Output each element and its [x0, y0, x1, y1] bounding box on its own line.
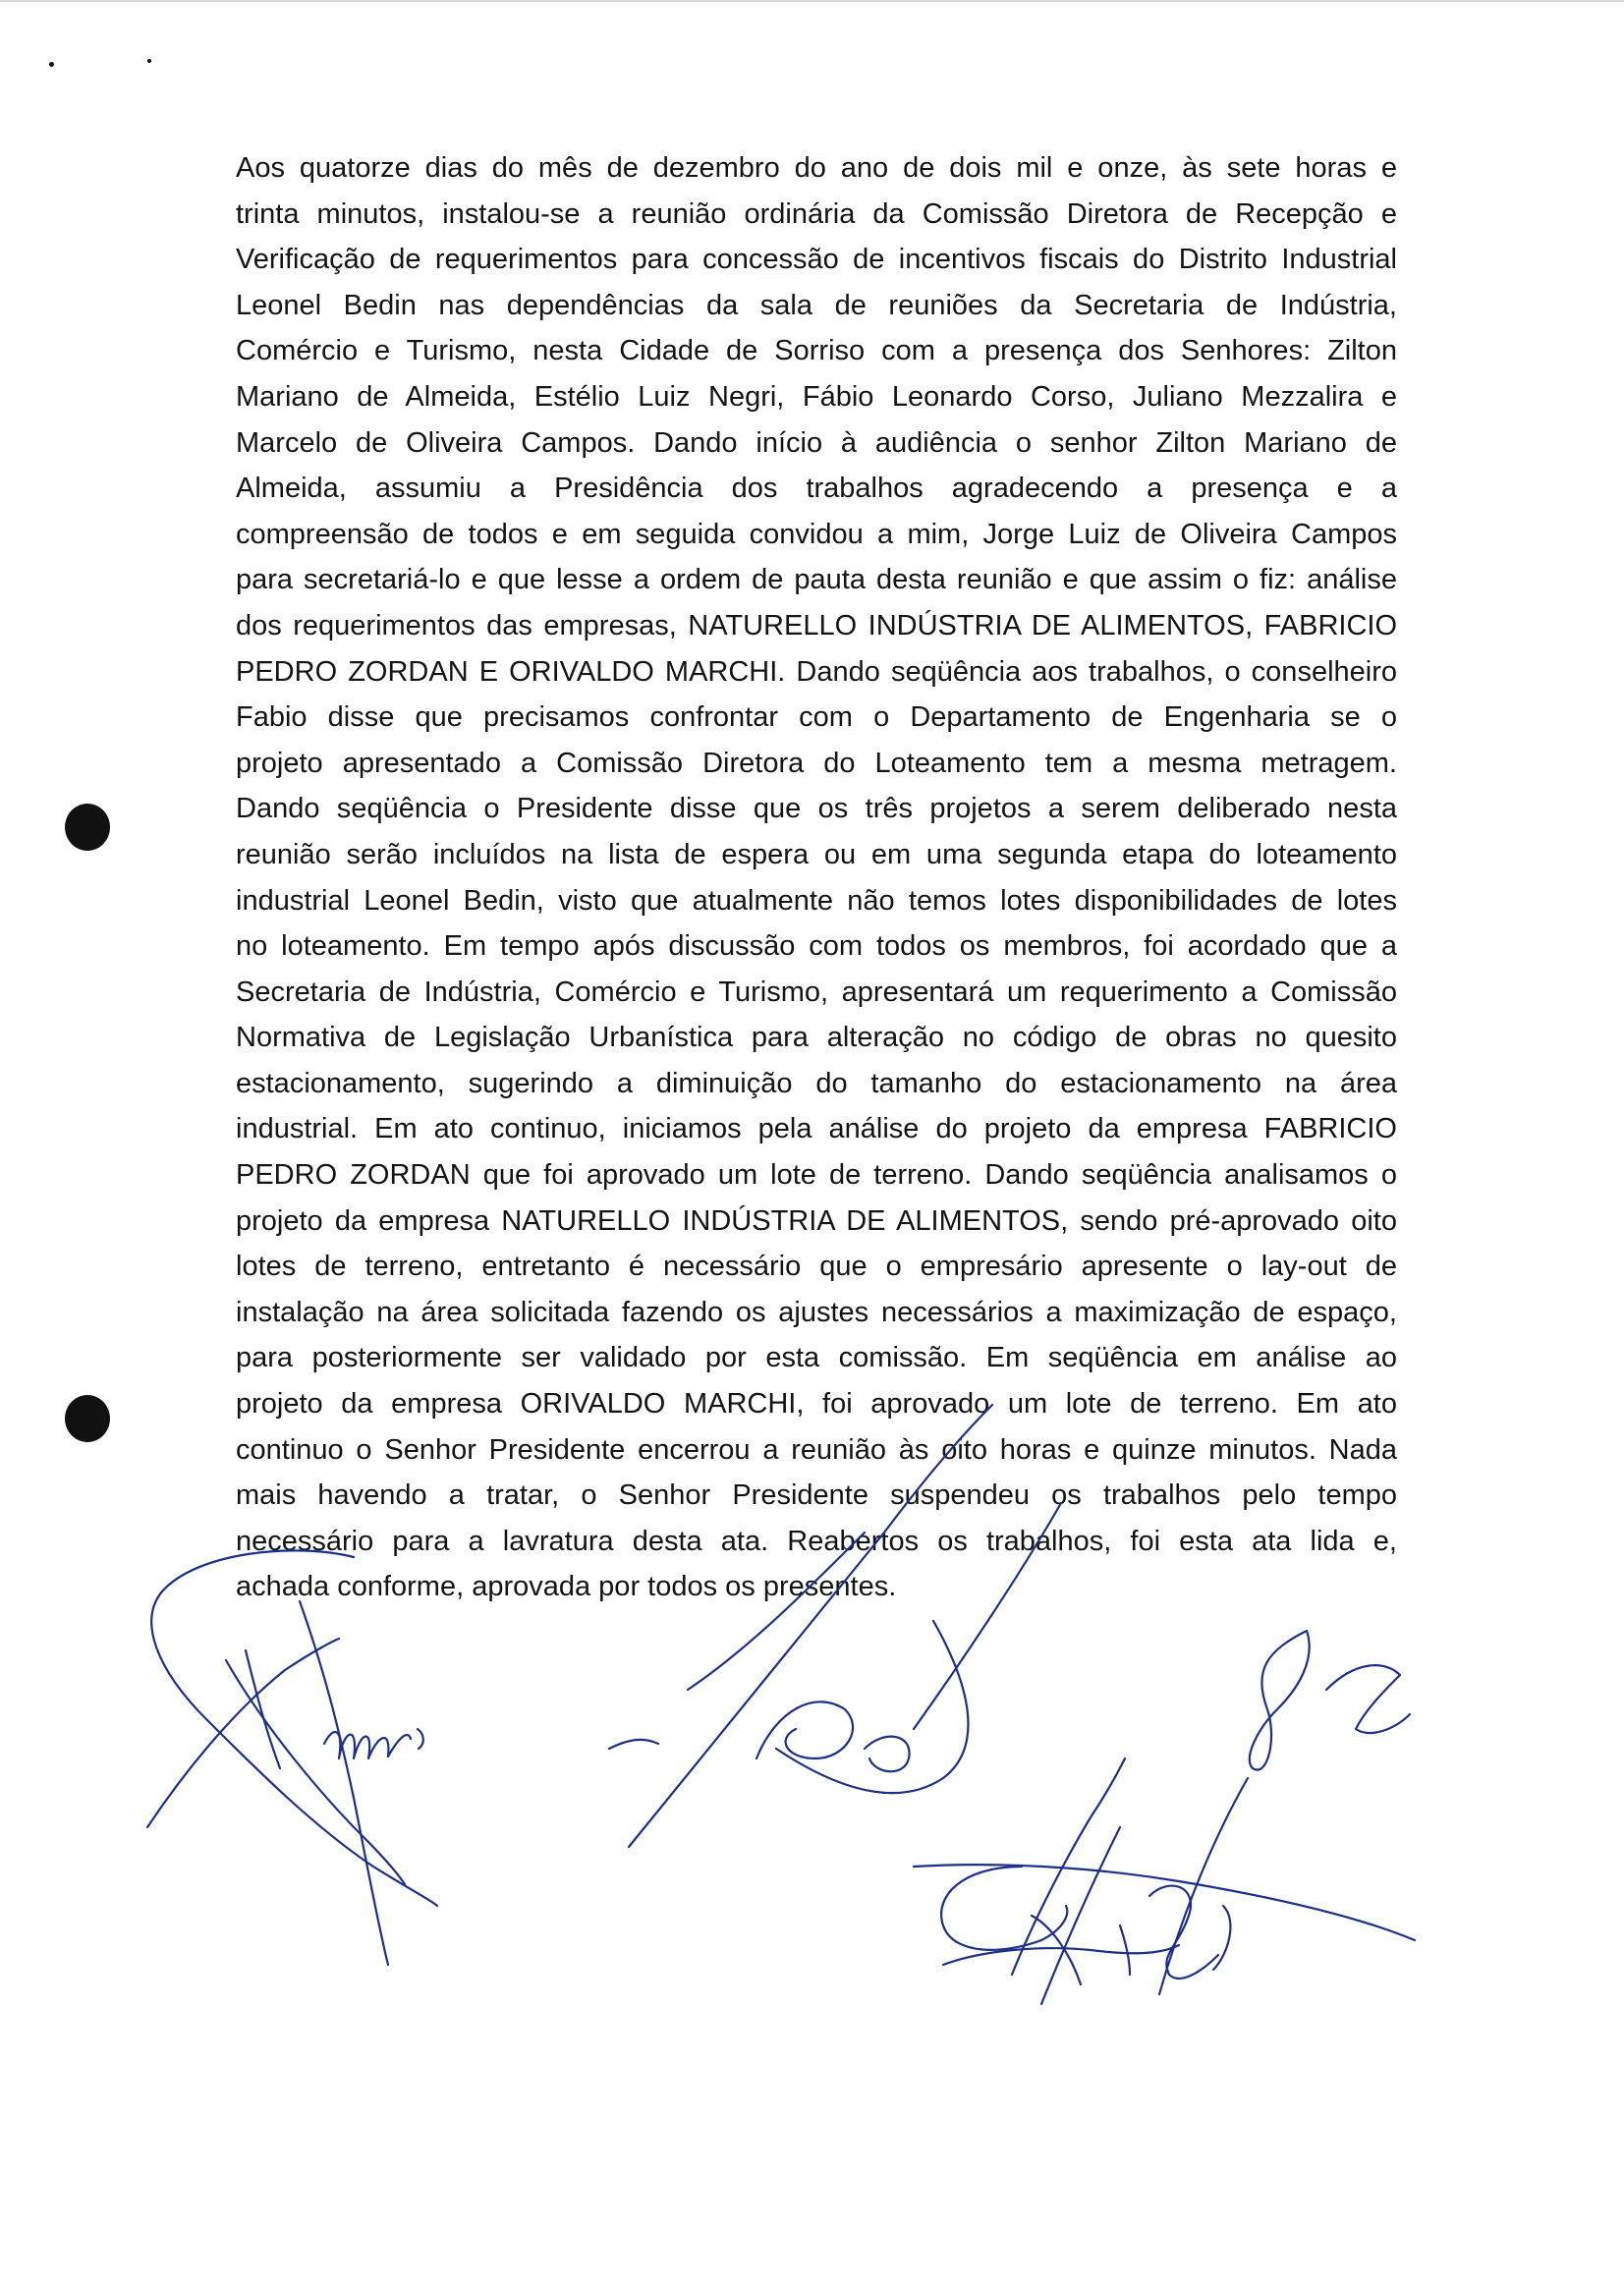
text-line: industrial. Em ato continuo, iniciamos pela análise do projeto da empresa FABRICIO: [236, 1113, 1397, 1145]
text-line: reunião serão incluídos na lista de espera ou em uma segunda etapa do loteamento: [236, 838, 1397, 870]
text-line: industrial Leonel Bedin, visto que atualmente não temos lotes disponibilidades de lotes: [236, 884, 1397, 917]
text-line: PEDRO ZORDAN que foi aprovado um lote de terreno. Dando seqüência analisamos o: [236, 1159, 1397, 1192]
text-line: trinta minutos, instalou-se a reunião ordinária da Comissão Diretora de Recepção e: [236, 197, 1397, 230]
scan-top-edge: [0, 0, 1624, 2]
text-line: Almeida, assumiu a Presidência dos trabalhos agradecendo a presença e a: [236, 473, 1397, 505]
text-line: compreensão de todos e em seguida convidou a mim, Jorge Luiz de Oliveira Campos: [236, 518, 1397, 550]
text-line: dos requerimentos das empresas, NATURELLO INDÚSTRIA DE ALIMENTOS, FABRICIO: [236, 609, 1397, 641]
text-line: necessário para a lavratura desta ata. Reabertos os trabalhos, foi esta ata lida e,: [236, 1525, 1397, 1557]
minutes-body-text: [236, 145, 1397, 1610]
punch-hole-mark: [65, 1395, 110, 1442]
text-line: para secretariá-lo e que lesse a ordem de pauta desta reunião e que assim o fiz: análise: [236, 564, 1397, 596]
text-line: Normativa de Legislação Urbanística para alteração no código de obras no quesito: [236, 1022, 1397, 1054]
text-line: Verificação de requerimentos para concessão de incentivos fiscais do Distrito Industrial: [236, 244, 1397, 276]
text-line: Leonel Bedin nas dependências da sala de reuniões da Secretaria de Indústria,: [236, 289, 1397, 321]
text-line: para posteriormente ser validado por esta comissão. Em seqüência em análise ao: [236, 1342, 1397, 1374]
text-line: Comércio e Turismo, nesta Cidade de Sorriso com a presença dos Senhores: Zilton: [236, 335, 1397, 367]
text-line: instalação na área solicitada fazendo os ajustes necessários a maximização de espaço,: [236, 1296, 1397, 1328]
text-line: estacionamento, sugerindo a diminuição do tamanho do estacionamento na área: [236, 1067, 1397, 1099]
text-line: mais havendo a tratar, o Senhor Presidente suspendeu os trabalhos pelo tempo: [236, 1479, 1397, 1512]
text-line: lotes de terreno, entretanto é necessário que o empresário apresente o lay-out de: [236, 1251, 1397, 1283]
text-line: Marcelo de Oliveira Campos. Dando início à audiência o senhor Zilton Mariano de: [236, 426, 1397, 459]
scan-speck: [49, 62, 54, 67]
text-line: no loteamento. Em tempo após discussão com todos os membros, foi acordado que a: [236, 930, 1397, 963]
signature-3: [1250, 1631, 1410, 1770]
punch-hole-mark: [65, 804, 110, 851]
text-line: projeto apresentado a Comissão Diretora do Loteamento tem a mesma metragem.: [236, 747, 1397, 779]
text-line: Dando seqüência o Presidente disse que os três projetos a serem deliberado nesta: [236, 793, 1397, 825]
text-line: Secretaria de Indústria, Comércio e Turismo, apresentará um requerimento a Comissão: [236, 976, 1397, 1008]
text-line: PEDRO ZORDAN E ORIVALDO MARCHI. Dando seqüência aos trabalhos, o conselheiro: [236, 655, 1397, 688]
signature-4: [914, 1758, 1415, 2004]
text-line: achada conforme, aprovada por todos os presentes.: [236, 1571, 897, 1603]
signature-1: [147, 1550, 437, 1965]
scan-speck: [147, 59, 151, 63]
text-line: Mariano de Almeida, Estélio Luiz Negri, Fábio Leonardo Corso, Juliano Mezzalira e: [236, 380, 1397, 413]
text-line: continuo o Senhor Presidente encerrou a reunião às oito horas e quinze minutos. Nada: [236, 1433, 1397, 1466]
text-line: projeto da empresa ORIVALDO MARCHI, foi aprovado um lote de terreno. Em ato: [236, 1388, 1397, 1421]
text-line: projeto da empresa NATURELLO INDÚSTRIA DE ALIMENTOS, sendo pré-aprovado oito: [236, 1204, 1397, 1237]
text-line: Aos quatorze dias do mês de dezembro do ano de dois mil e onze, às sete horas e: [236, 152, 1397, 184]
text-line: Fabio disse que precisamos confrontar com o Departamento de Engenharia se o: [236, 701, 1397, 734]
